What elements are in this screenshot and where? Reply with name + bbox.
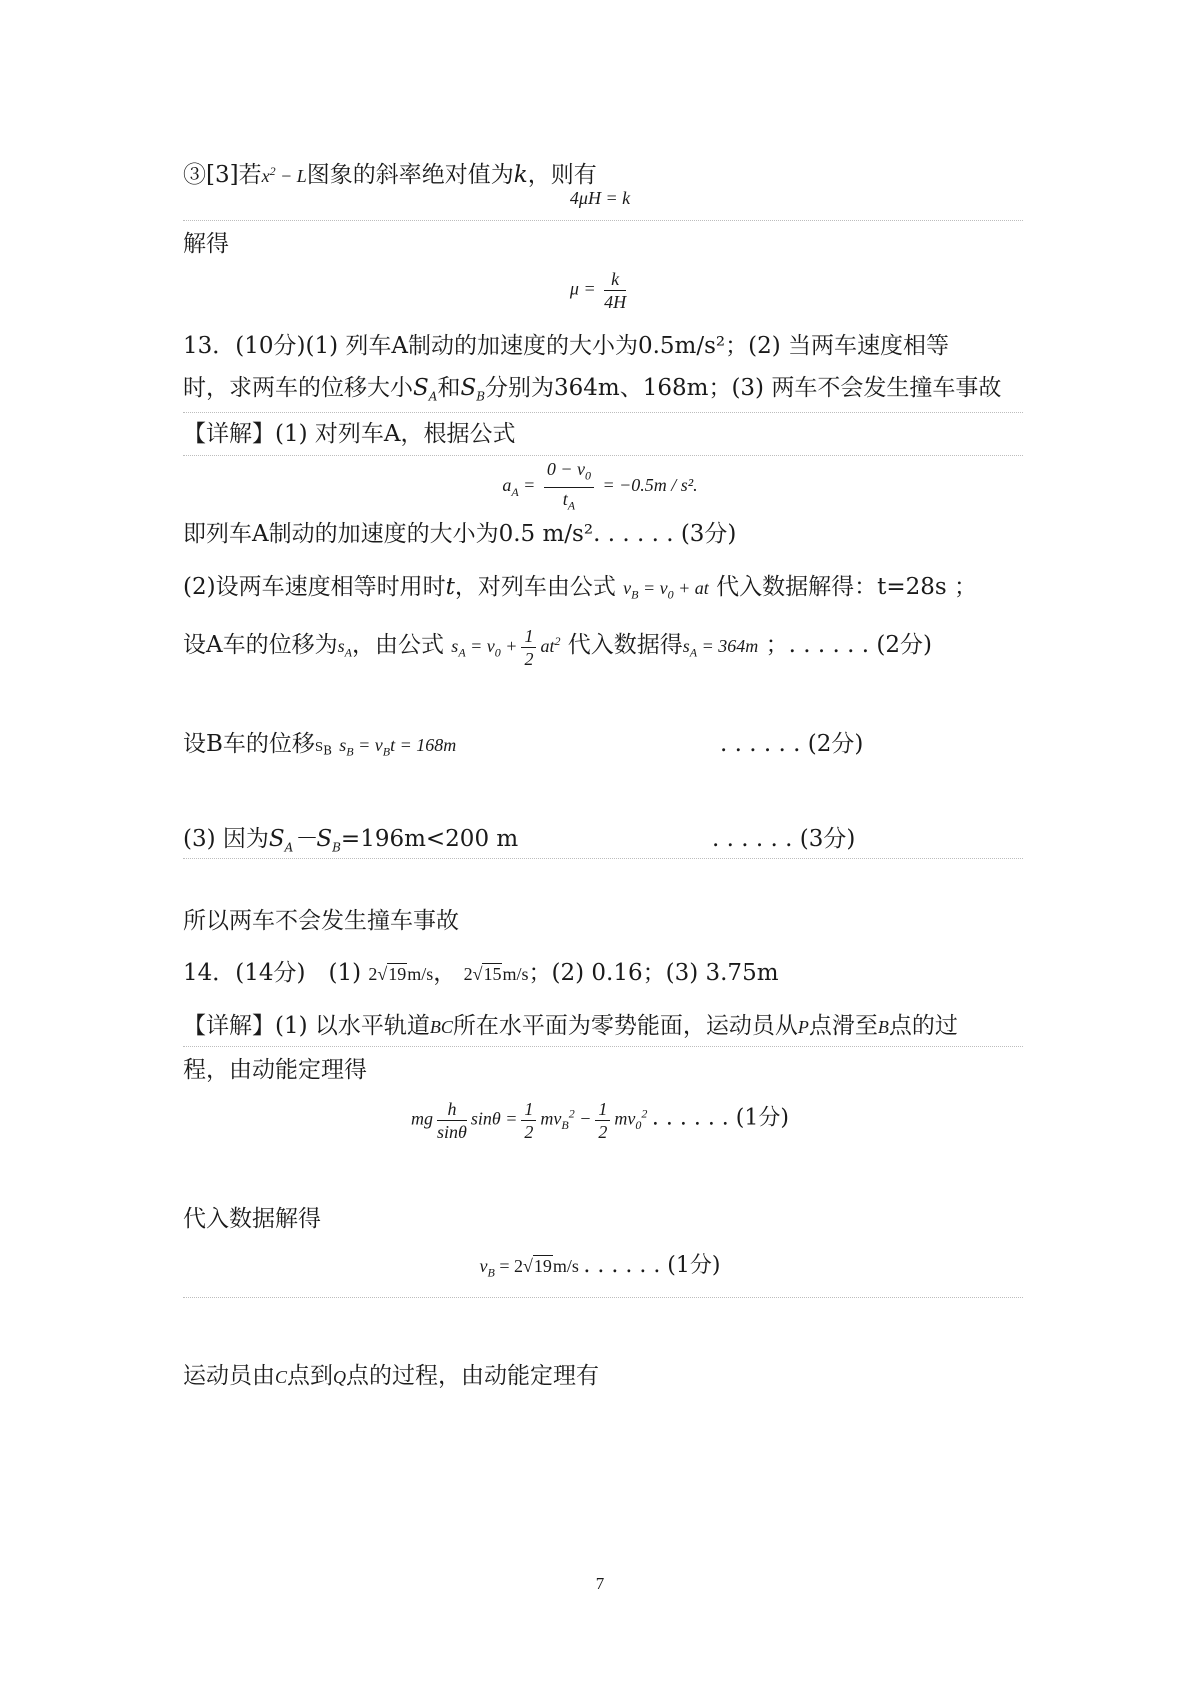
q13-answer-line2: 时，求两车的位移大小$S_A$和$S_B$分别为364m、168m；(3) 两车不会发生撞车事故	[183, 375, 1002, 404]
text-line-substitute: 代入数据解得	[183, 1206, 321, 1232]
equation-energy: mg $\frac{h}{\sin\theta}$ sinθ = $\frac{1}{2}$ $mv_B^2$ − $\frac{1}{2}$ $mv_0^2$ . . . . . . (1分)	[411, 1099, 789, 1142]
symbol-SB: $S_B$	[460, 375, 486, 404]
text-line-accel: 即列车A制动的加速度的大小为0.5 m/s². . . . . . (3分)	[183, 521, 737, 547]
text-line-sB: 设B车的位移$S_B$ $s_B = v_Bt = 168m$	[183, 731, 457, 759]
text-line-CQ: 运动员由C点到Q点的过程，由动能定理有	[183, 1363, 600, 1389]
dotted-divider	[183, 455, 1023, 456]
fraction: $\frac{k}{4H}$	[604, 269, 627, 312]
q14-answer: 14．(14分) (1) 2√19m/s， 2√15m/s；(2) 0.16；(3) 3.75m	[183, 960, 779, 986]
formula-vB: $v_B = v_0$ + at	[623, 578, 709, 602]
score-2: . . . . . . (2分)	[720, 731, 864, 757]
q13-answer-line1: 13．(10分)(1) 列车A制动的加速度的大小为0.5m/s²；(2) 当两车速度相等	[183, 333, 950, 359]
formula-sA: $s_A = v_0$ + $\frac{1}{2}$ $at^2$	[451, 626, 561, 670]
text-line-sA: 设A车的位移为$s_A$，由公式 $s_A = v_0$ + $\frac{1}{2}$ $at^2$ 代入数据得$s_A = 364m$ ；. . . . . . (2分)	[183, 626, 932, 670]
formula-x2-L: $x^2 - L$	[261, 164, 307, 186]
score-3: . . . . . . (3分)	[712, 826, 856, 852]
detail-heading-14: 【详解】(1) 以水平轨道BC所在水平面为零势能面，运动员从P点滑至B点的过	[183, 1013, 958, 1039]
formula-sB: $s_B = v_Bt = 168m$	[339, 735, 457, 759]
dotted-divider	[183, 220, 1023, 221]
text-line-solve: 解得	[183, 231, 229, 257]
text-line-because: (3) 因为$S_A-S_B=196m<200$ m	[183, 826, 519, 855]
dotted-divider	[183, 412, 1023, 413]
text-line-kinetic: 程，由动能定理得	[183, 1057, 367, 1083]
dotted-divider	[183, 1046, 1023, 1047]
page-number: 7	[595, 1574, 605, 1593]
symbol-SA: $S_A$	[413, 375, 438, 404]
equation-4muH: 4μH = k	[569, 188, 631, 208]
symbol-sA: $s_A$	[337, 636, 352, 660]
equation-aA: $a_A$ = $\frac{0 - v_0}{t_A}$ = −0.5m / s².	[0, 458, 1200, 516]
dotted-divider	[183, 1297, 1023, 1298]
text-line-conclusion: 所以两车不会发生撞车事故	[183, 908, 459, 934]
result-sA: $s_A = 364m$	[682, 636, 759, 660]
detail-heading-13: 【详解】(1) 对列车A，根据公式	[183, 421, 516, 447]
equation-vB: $v_B = 2√19m/s$ . . . . . . (1分)	[479, 1253, 721, 1280]
dotted-divider	[183, 858, 1023, 859]
equation-mu: μ = $\frac{k}{4H}$	[569, 269, 627, 312]
fraction: $\frac{0 - v_0}{t_A}$	[544, 458, 594, 516]
text-line-slope: ③[3]若$x^2 - L$图象的斜率绝对值为k，则有	[183, 162, 597, 188]
text-line-equal-speed: (2)设两车速度相等时用时t，对列车由公式 $v_B = v_0$ + at 代入数据解得：t=28s ；	[183, 574, 978, 602]
